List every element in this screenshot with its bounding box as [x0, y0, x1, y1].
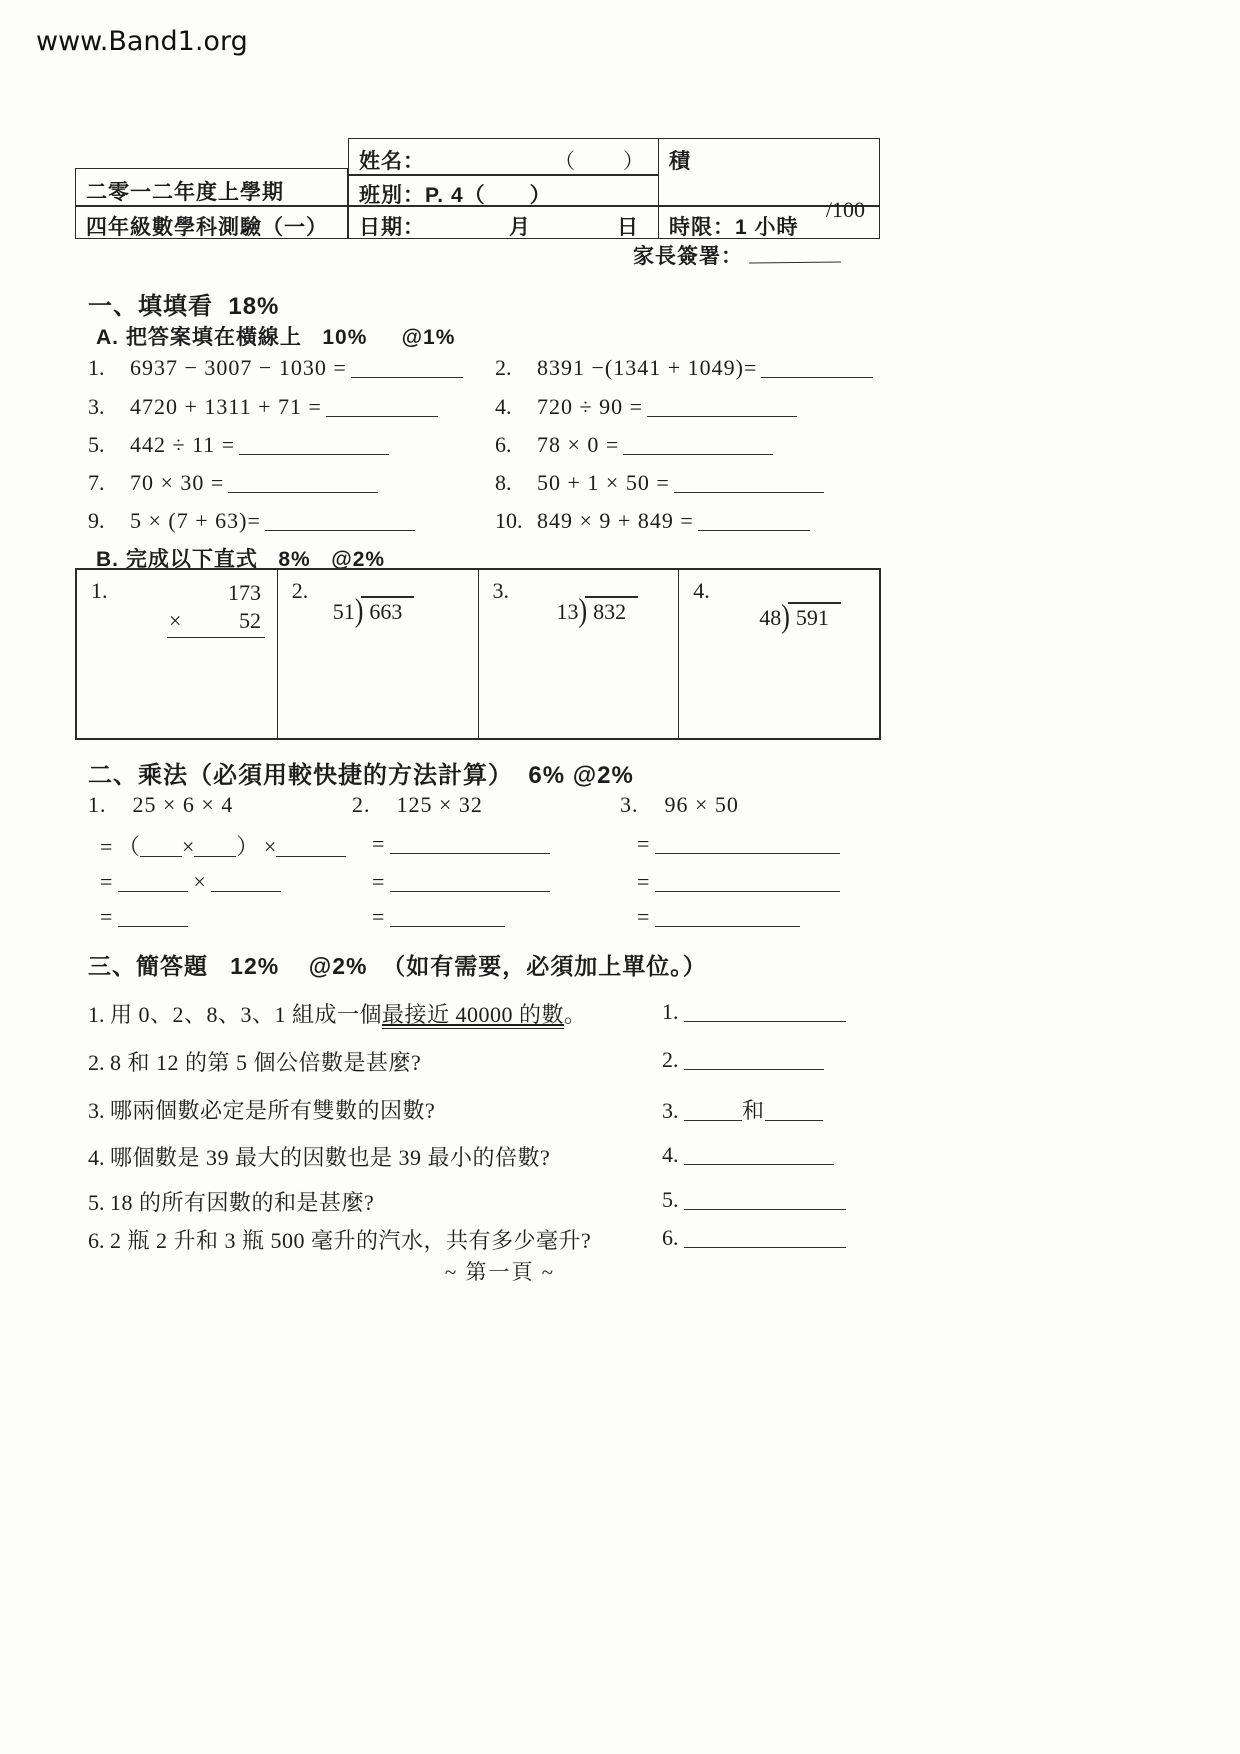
multiplication-problem: 173 × 52 [167, 580, 265, 638]
question-1: 1. 用 0、2、8、3、1 組成一個最接近 40000 的數。 [88, 1002, 587, 1027]
mult-problem-3: 3. 96 × 50 [620, 792, 739, 817]
answer-blank [698, 513, 810, 531]
section1-partB-label: B. 完成以下直式 8% @2% [96, 548, 386, 571]
workline-2-1: = [372, 830, 550, 857]
question-3: 3. 哪兩個數必定是所有雙數的因數? [88, 1098, 436, 1123]
fill-item-7: 7. 70 × 30 = [88, 470, 378, 496]
answer-blank [684, 1097, 742, 1121]
workline-3-2: = [637, 868, 840, 895]
vertical-form-cell-2: 2. 51) 663 [277, 570, 478, 738]
answer-4: 4. [662, 1141, 834, 1168]
mult-problem-1: 1. 25 × 6 × 4 [88, 792, 234, 817]
vertical-form-cell-3: 3. 13) 832 [478, 570, 679, 738]
score-cell [658, 138, 880, 222]
exam-cell [75, 206, 348, 239]
answer-blank [684, 1141, 834, 1165]
answer-blank [211, 868, 281, 892]
month-label: 月 [509, 216, 531, 239]
fill-item-1: 1. 6937 − 3007 − 1030 = [88, 355, 463, 381]
answer-blank [239, 437, 389, 455]
date-cell [348, 206, 658, 239]
answer-blank [684, 998, 846, 1022]
section1-partA-label: A. 把答案填在橫線上 10% @1% [96, 326, 456, 349]
answer-blank [684, 1186, 846, 1210]
answer-blank [390, 903, 505, 927]
fill-item-10: 10. 849 × 9 + 849 = [495, 508, 810, 534]
workline-2-3: = [372, 903, 505, 930]
answer-blank [684, 1224, 846, 1248]
page-footer: ~ 第一頁 ~ [444, 1260, 556, 1284]
answer-blank [276, 833, 346, 857]
fill-item-6: 6. 78 × 0 = [495, 432, 773, 458]
fill-item-5: 5. 442 ÷ 11 = [88, 432, 389, 458]
answer-3: 3. 和 [662, 1094, 823, 1125]
division-problem: 51) 663 [333, 596, 415, 626]
answer-blank [655, 830, 840, 854]
name-label: 姓名： [359, 150, 425, 173]
class-label: 班別：P. 4（ ） [359, 184, 552, 207]
name-cell [348, 138, 658, 175]
workline-3-1: = [637, 830, 840, 857]
answer-blank [194, 833, 236, 857]
fill-item-8: 8. 50 + 1 × 50 = [495, 470, 824, 496]
answer-blank [390, 830, 550, 854]
mult-problem-2: 2. 125 × 32 [352, 792, 483, 817]
division-bracket: ) [354, 592, 364, 629]
answer-blank [326, 399, 438, 417]
time-limit-cell [658, 206, 880, 239]
section3-title: 三、簡答題 12% @2% （如有需要，必須加上單位。） [88, 953, 707, 979]
exam-title: 四年級數學科測驗（一） [86, 216, 328, 239]
parent-signature-row [633, 240, 841, 270]
vertical-form-cell-4: 4. 48) 591 [678, 570, 879, 738]
answer-blank [118, 903, 188, 927]
time-limit-label: 時限：1 小時 [669, 216, 799, 239]
answer-blank [265, 513, 415, 531]
answer-blank [390, 868, 550, 892]
fill-item-4: 4. 720 ÷ 90 = [495, 394, 797, 420]
score-total: /100 [825, 197, 865, 222]
division-bracket: ) [781, 598, 790, 635]
workline-1-2: = × [100, 868, 281, 895]
answer-blank [228, 475, 378, 493]
term-label: 二零一二年度上學期 [86, 181, 284, 204]
answer-blank [623, 437, 773, 455]
answer-2: 2. [662, 1046, 824, 1073]
section2-title: 二、乘法（必須用較快捷的方法計算） 6% @2% [88, 762, 634, 789]
answer-5: 5. [662, 1186, 846, 1213]
vertical-form-cell-1: 1. 173 × 52 [77, 570, 277, 738]
class-cell [348, 175, 658, 206]
question-4: 4. 哪個數是 39 最大的因數也是 39 最小的倍數? [88, 1145, 551, 1170]
answer-blank [655, 903, 800, 927]
workline-3-3: = [637, 903, 800, 930]
question-2: 2. 8 和 12 的第 5 個公倍數是甚麼? [88, 1050, 422, 1075]
day-label: 日 [617, 216, 639, 239]
division-problem: 13) 832 [557, 596, 639, 626]
vertical-form-table [75, 568, 881, 740]
answer-6: 6. [662, 1224, 846, 1251]
fill-item-9: 9. 5 × (7 + 63)= [88, 508, 415, 534]
division-bracket: ) [578, 592, 588, 629]
division-problem: 48) 591 [759, 602, 841, 632]
parent-signature-label: 家長簽署： [633, 245, 743, 268]
answer-blank [140, 833, 182, 857]
site-watermark: www.Band1.org [36, 26, 248, 57]
term-cell [75, 168, 348, 206]
answer-blank [674, 475, 824, 493]
fill-item-2: 2. 8391 −(1341 + 1049)= [495, 355, 873, 381]
answer-blank [684, 1046, 824, 1070]
answer-1: 1. [662, 998, 846, 1025]
answer-blank [765, 1097, 823, 1121]
answer-blank [647, 399, 797, 417]
workline-1-3: = [100, 903, 188, 930]
score-label: 積 [669, 150, 691, 173]
fill-item-3: 3. 4720 + 1311 + 71 = [88, 394, 438, 420]
answer-blank [655, 868, 840, 892]
answer-blank [118, 868, 188, 892]
question-6: 6. 2 瓶 2 升和 3 瓶 500 毫升的汽水，共有多少毫升? [88, 1228, 592, 1253]
workline-1-1: = （ × ） × [100, 830, 346, 861]
question-5: 5. 18 的所有因數的和是甚麼? [88, 1190, 375, 1215]
answer-blank [351, 360, 463, 378]
answer-blank [761, 360, 873, 378]
name-paren: （ ） [554, 149, 646, 173]
workline-2-2: = [372, 868, 550, 895]
parent-signature-blank [749, 241, 841, 264]
section1-title: 一、填填看 18% [88, 293, 280, 320]
date-label: 日期： [359, 216, 425, 239]
